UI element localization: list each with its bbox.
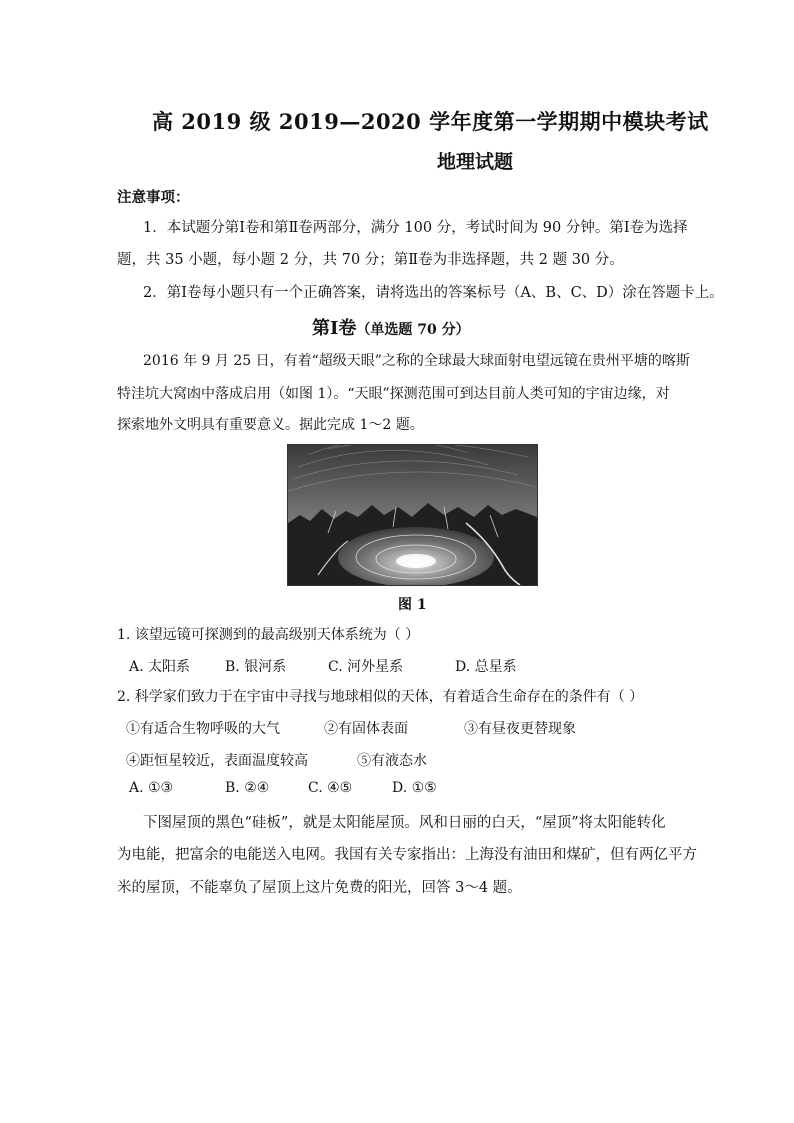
telescope-photo: [287, 444, 538, 586]
q1-stem: 1. 该望远镜可探测到的最高级别天体系统为（ ）: [117, 627, 420, 643]
q2-option-a[interactable]: A. ①③: [129, 780, 174, 796]
notice-heading: 注意事项：: [117, 189, 190, 206]
q1-option-b[interactable]: B. 银河系: [225, 659, 287, 675]
section-subtitle: （单选题 70 分）: [356, 322, 470, 338]
q2-option-c[interactable]: C. ④⑤: [308, 780, 353, 796]
q2-option-d[interactable]: D. ①⑤: [392, 780, 437, 796]
q2-choice-2: ②有固体表面: [324, 721, 408, 737]
q2-stem: 2. 科学家们致力于在宇宙中寻找与地球相似的天体，有着适合生命存在的条件有（ ）: [117, 689, 644, 705]
notice-item1-line2: 题，共 35 小题，每小题 2 分，共 70 分；第Ⅱ卷为非选择题，共 2 题 30 分。: [117, 252, 624, 268]
q2-choice-1: ①有适合生物呼吸的大气: [126, 721, 280, 737]
telescope-photo-svg: [288, 445, 537, 585]
exam-title: 高 2019 级 2019—2020 学年度第一学期期中模块考试: [152, 109, 709, 134]
figure1-caption: 图 1: [398, 597, 427, 613]
passage1-line1: 2016 年 9 月 25 日，有着“超级天眼”之称的全球最大球面射电望远镜在贵州平塘的喀斯: [143, 353, 690, 369]
passage2-line2: 为电能，把富余的电能送入电网。我国有关专家指出：上海没有油田和煤矿，但有两亿平方: [117, 847, 697, 863]
passage2-line1: 下图屋顶的黑色“硅板”，就是太阳能屋顶。风和日丽的白天，“屋顶”将太阳能转化: [143, 815, 666, 831]
q2-option-b[interactable]: B. ②④: [225, 780, 270, 796]
q2-choice-3: ③有昼夜更替现象: [464, 721, 576, 737]
q1-option-c[interactable]: C. 河外星系: [328, 659, 404, 675]
q1-option-a[interactable]: A. 太阳系: [129, 659, 191, 675]
q2-choice-4: ④距恒星较近，表面温度较高: [126, 753, 308, 769]
q1-option-d[interactable]: D. 总星系: [455, 659, 517, 675]
section-heading: [312, 314, 470, 340]
notice-item1-line1: 1．本试题分第Ⅰ卷和第Ⅱ卷两部分，满分 100 分，考试时间为 90 分钟。第Ⅰ卷为选择: [143, 220, 688, 236]
q2-choice-5: ⑤有液态水: [357, 753, 427, 769]
passage1-line2: 特洼坑大窝凼中落成启用（如图 1）。“天眼”探测范围可到达目前人类可知的宇宙边缘，对: [117, 386, 670, 402]
section-title: 第Ⅰ卷: [312, 318, 357, 339]
passage1-line3: 探索地外文明具有重要意义。据此完成 1～2 题。: [117, 417, 424, 433]
exam-subtitle: 地理试题: [437, 151, 514, 173]
passage2-line3: 米的屋顶，不能辜负了屋顶上这片免费的阳光，回答 3～4 题。: [117, 880, 522, 896]
notice-item2: 2．第Ⅰ卷每小题只有一个正确答案，请将选出的答案标号（A、B、C、D）涂在答题卡上。: [143, 285, 724, 301]
